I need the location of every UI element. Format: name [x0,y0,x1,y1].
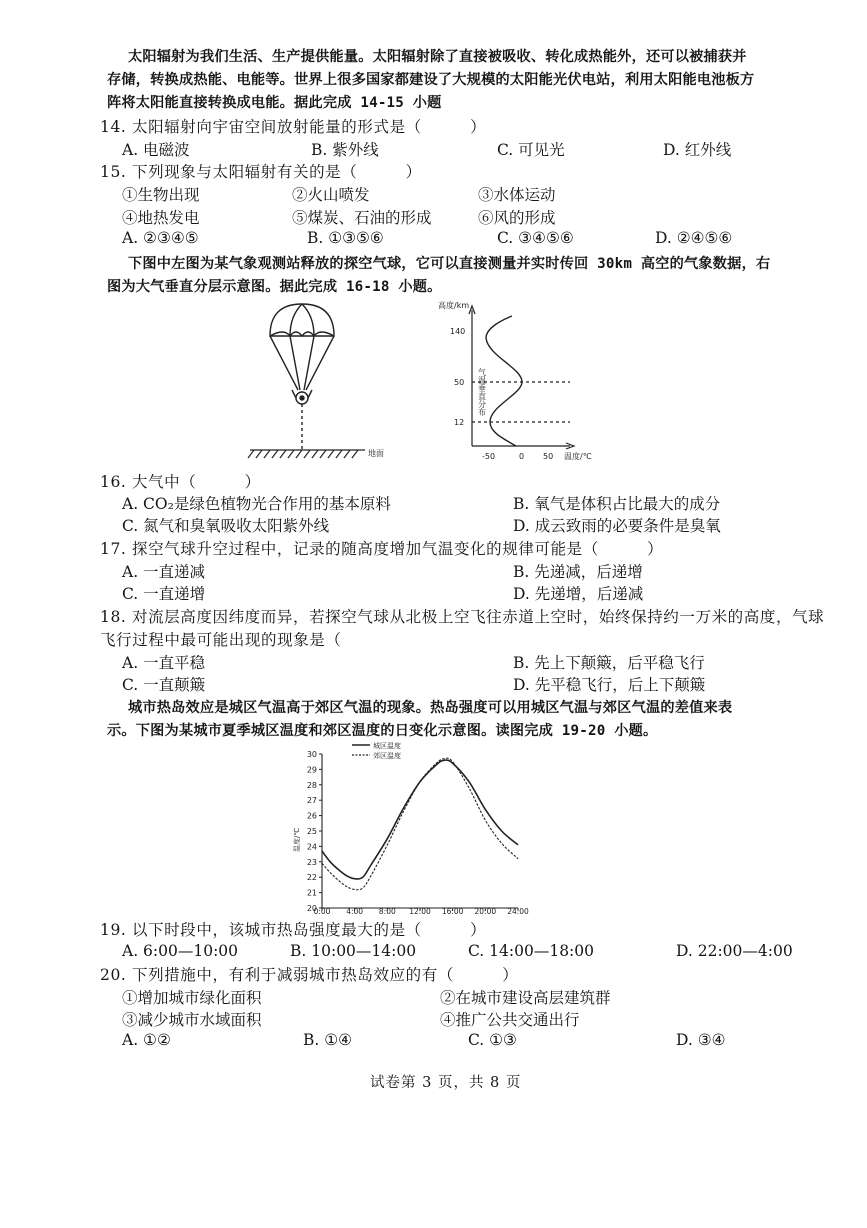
chart-x-tick-label: 16:00 [441,907,464,915]
temperature-curve [486,316,522,446]
chart-x-tick-label: 24:00 [507,907,529,915]
passage3-line1: 城市热岛效应是城区气温高于郊区气温的现象。热岛强度可以用城区气温与郊区气温的差值来表 [128,700,733,716]
q20-option-b[interactable]: B. ①④ [303,1031,353,1049]
chart-y-tick-label: 29 [306,765,317,775]
y-tick-50: 50 [454,378,465,387]
series-suburban-temperature [322,758,518,890]
q14-option-c[interactable]: C. 可见光 [497,141,565,159]
chart-labels [307,750,529,915]
q20-statement-4: ④推广公共交通出行 [440,1011,580,1029]
passage3-line2: 示。下图为某城市夏季城区温度和郊区温度的日变化示意图。读图完成 19-20 小题。 [107,723,658,739]
q19-option-c[interactable]: C. 14:00—18:00 [468,942,594,960]
q17-option-b[interactable]: B. 先递减，后递增 [513,563,643,581]
q15-statement-3: ③水体运动 [478,186,556,204]
ground-hatching [248,450,365,458]
q20-statement-2: ②在城市建设高层建筑群 [440,989,611,1007]
q17-option-a[interactable]: A. 一直递减 [122,563,206,581]
chart-y-tick-label: 25 [306,827,317,836]
chart-y-axis-label: 温度/℃ [293,827,301,852]
q19-option-b[interactable]: B. 10:00—14:00 [290,942,417,960]
q15-option-b[interactable]: B. ①③⑤⑥ [307,229,384,247]
legend-urban: 城区温度 [373,742,401,750]
heat-island-chart [290,740,530,915]
sounding-balloon-illustration [270,304,334,450]
q15-statement-6: ⑥风的形成 [478,209,556,227]
q17-option-d[interactable]: D. 先递增，后递减 [513,585,644,603]
q16-option-c[interactable]: C. 氮气和臭氧吸收太阳紫外线 [122,517,330,535]
atmosphere-figure [240,298,600,468]
q17-option-c[interactable]: C. 一直递增 [122,585,206,603]
q18-stem-line2: 飞行过程中最可能出现的现象是（ [100,631,342,649]
q17-stem: 17. 探空气球升空过程中，记录的随高度增加气温变化的规律可能是（ ） [100,540,664,558]
chart-x-tick-label: 20:00 [474,907,497,915]
q15-option-a[interactable]: A. ②③④⑤ [122,229,199,247]
q16-option-b[interactable]: B. 氧气是体积占比最大的成分 [513,495,721,513]
q19-option-a[interactable]: A. 6:00—10:00 [122,942,239,960]
chart-y-tick-label: 30 [306,750,317,759]
q15-option-d[interactable]: D. ②④⑤⑥ [655,229,733,247]
q19-stem: 19. 以下时段中，该城市热岛强度最大的是（ ） [100,921,487,939]
chart-x-tick-label: 8:00 [378,907,396,915]
q15-statement-1: ①生物出现 [122,186,200,204]
passage1-line3: 阵将太阳能直接转换成电能。据此完成 14-15 小题 [107,95,442,111]
q20-statement-1: ①增加城市绿化面积 [122,989,262,1007]
chart-y-tick-label: 27 [306,796,317,806]
ground-label: 地面 [368,449,384,458]
q14-option-d[interactable]: D. 红外线 [663,141,732,159]
passage1-line1: 太阳辐射为我们生活、生产提供能量。太阳辐射除了直接被吸收、转化成热能外，还可以被捕获并 [128,49,747,65]
passage2-line1: 下图中左图为某气象观测站释放的探空气球，它可以直接测量并实时传回 30km 高空的气象数据，右 [128,256,771,272]
q14-option-b[interactable]: B. 紫外线 [311,141,379,159]
x-tick-neg50: -50 [482,452,496,461]
q20-option-c[interactable]: C. ①③ [468,1031,517,1049]
chart-x-tick-label: 0:00 [313,907,331,915]
q14-stem: 14. 太阳辐射向宇宙空间放射能量的形式是（ ） [100,118,487,136]
q15-statement-5: ⑤煤炭、石油的形成 [292,209,432,227]
chart-x-tick-label: 4:00 [346,907,364,915]
chart-legend [352,741,401,760]
chart-x-tick-label: 12:00 [409,907,431,915]
passage1-line2: 存储，转换成热能、电能等。世界上很多国家都建设了大规模的太阳能光伏电站，利用太阳能电池板方 [107,72,755,88]
y-axis-label: 高度/km [438,301,470,310]
page-footer: 试卷第 3 页，共 8 页 [370,1075,522,1091]
chart-y-tick-label: 23 [306,857,317,867]
chart-y-tick-label: 22 [306,873,317,883]
q18-option-c[interactable]: C. 一直颠簸 [122,676,206,694]
passage2-line2: 图为大气垂直分层示意图。据此完成 16-18 小题。 [107,279,442,295]
q15-statement-4: ④地热发电 [122,209,200,227]
chart-y-tick-label: 24 [306,842,317,852]
q15-stem: 15. 下列现象与太阳辐射有关的是（ ） [100,163,422,181]
y-tick-12: 12 [454,418,465,427]
q18-option-a[interactable]: A. 一直平稳 [122,654,206,672]
x-tick-50: 50 [543,452,554,461]
chart-y-tick-label: 21 [306,888,317,898]
chart-y-tick-label: 28 [306,780,317,790]
q20-statement-3: ③减少城市水域面积 [122,1011,262,1029]
q16-stem: 16. 大气中（ ） [100,473,261,491]
x-tick-0: 0 [519,452,525,461]
legend-suburban: 郊区温度 [373,752,401,760]
curve-label: 气温垂直分布 [477,368,487,416]
q18-option-b[interactable]: B. 先上下颠簸，后平稳飞行 [513,654,705,672]
series-urban-temperature [322,760,518,879]
q16-option-a[interactable]: A. CO₂是绿色植物光合作用的基本原料 [122,495,391,513]
q16-option-d[interactable]: D. 成云致雨的必要条件是臭氧 [513,517,721,535]
y-tick-140: 140 [450,327,466,336]
q18-stem-line1: 18. 对流层高度因纬度而异，若探空气球从北极上空飞往赤道上空时，始终保持约一万米的高度，气球 [100,608,825,626]
q18-option-d[interactable]: D. 先平稳飞行，后上下颠簸 [513,676,706,694]
q15-statement-2: ②火山喷发 [292,186,370,204]
chart-y-tick-label: 26 [306,811,317,821]
chart-y-tick-label: 20 [306,904,317,913]
q15-option-c[interactable]: C. ③④⑤⑥ [497,229,574,247]
q20-option-d[interactable]: D. ③④ [676,1031,726,1049]
q20-stem: 20. 下列措施中，有利于减弱城市热岛效应的有（ ） [100,966,519,984]
chart-series [322,758,518,890]
x-axis-label: 温度/℃ [564,452,592,461]
q14-option-a[interactable]: A. 电磁波 [122,141,190,159]
q19-option-d[interactable]: D. 22:00—4:00 [676,942,793,960]
q20-option-a[interactable]: A. ①② [122,1031,171,1049]
